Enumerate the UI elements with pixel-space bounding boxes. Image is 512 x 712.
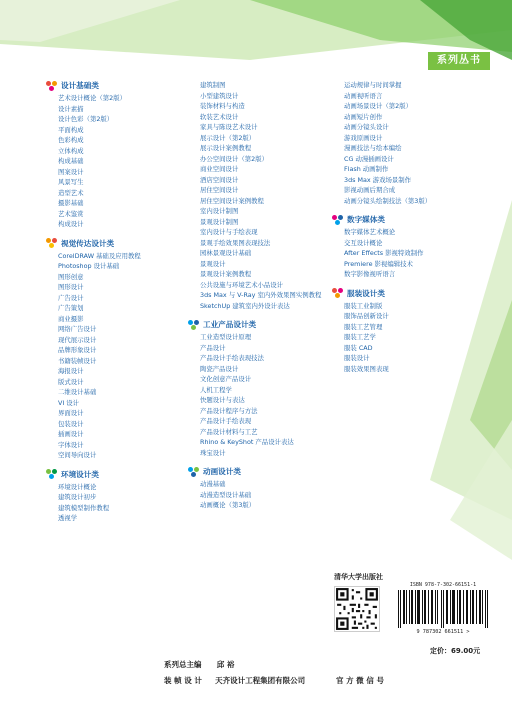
book-title: 立体构成 — [58, 146, 84, 155]
book-title: 建筑设计初步 — [58, 493, 97, 501]
book-title: 展示设计案例教程 — [200, 144, 252, 152]
book-title: 服装工艺管理 — [344, 322, 383, 331]
book-title: 风景写生 — [58, 178, 84, 186]
book-title: 景观设计 — [200, 259, 226, 268]
book-title: 快题设计与表达 — [200, 396, 245, 404]
column-1 — [46, 80, 196, 532]
book-title: SketchUp 建筑室内外设计表达 — [200, 301, 290, 310]
publisher-name: 清华大学出版社 — [334, 573, 383, 581]
book-title: 网络广告设计 — [58, 325, 97, 333]
book-title: 酒店空间设计 — [200, 175, 239, 184]
category-dots-icon — [188, 467, 200, 477]
editor-credit — [164, 659, 234, 670]
barcode-icon — [396, 590, 490, 628]
book-title: 服装效果图表现 — [344, 364, 389, 373]
book-title: 图形创意 — [58, 272, 84, 281]
book-title: 版式设计 — [58, 377, 84, 386]
book-list — [200, 332, 338, 458]
book-title: 服装设计 — [344, 354, 370, 362]
category-environment-design — [46, 469, 196, 524]
book-title: 透视学 — [58, 514, 78, 522]
book-title: Rhino & KeyShot 产品设计表达 — [200, 438, 294, 446]
category-dots-icon — [332, 288, 344, 298]
book-title: 景观设计案例教程 — [200, 270, 252, 278]
book-title: 设计色彩（第2版） — [58, 115, 114, 123]
book-title: 摄影基础 — [58, 199, 84, 207]
book-title: 空间导向设计 — [58, 451, 97, 459]
book-title: 动画概论（第3版） — [200, 501, 256, 509]
book-title: 包装设计 — [58, 419, 84, 428]
weibo-label: 官 方 微 信 号 — [336, 676, 384, 685]
book-title: 平面构成 — [58, 125, 84, 134]
book-title: 小型建筑设计 — [200, 91, 239, 100]
book-title: 动画场景设计（第2版） — [344, 102, 412, 110]
category-dots-icon — [332, 215, 344, 225]
category-visual-communication — [46, 238, 196, 461]
book-title: 动画分镜头绘制技法（第3版） — [344, 196, 432, 205]
column-2 — [188, 80, 338, 519]
book-title: 产品设计 — [200, 343, 226, 352]
book-title: 动画短片创作 — [344, 112, 383, 121]
book-title: 字体设计 — [58, 440, 84, 449]
category-fashion-design — [332, 288, 502, 375]
book-title: 服装工艺学 — [344, 333, 376, 341]
column-3 — [332, 80, 502, 382]
book-title: 服饰品创新设计 — [344, 312, 389, 320]
book-title: 室内设计与手绘表现 — [200, 228, 258, 236]
book-title: 插画设计 — [58, 430, 84, 438]
book-title: 展示设计（第2版） — [200, 133, 256, 142]
category-dots-icon — [46, 81, 58, 91]
book-title: 3ds Max 与 V-Ray 室内外效果图实例教程 — [200, 291, 322, 299]
book-title: 室内设计制图 — [200, 207, 239, 215]
book-title: After Effects 影视特效制作 — [344, 249, 424, 257]
editor-name: 邱 裕 — [216, 660, 235, 669]
book-list — [200, 479, 338, 511]
book-title: 品牌形象设计 — [58, 346, 97, 354]
book-title: CG 动漫插画设计 — [344, 154, 394, 163]
book-title: 图案设计 — [58, 167, 84, 176]
book-title: 二维设计基础 — [58, 388, 97, 396]
book-title: 艺术鉴赏 — [58, 209, 84, 218]
isbn-digits: 9 787302 661511 > — [416, 629, 470, 635]
book-title: 书籍装帧设计 — [58, 356, 97, 365]
book-title: 产品设计手绘表现技法 — [200, 354, 264, 362]
book-title: 漫画技法与绘本编绘 — [344, 144, 402, 152]
category-dots-icon — [46, 238, 58, 248]
book-title: 数字影像视听语言 — [344, 270, 396, 278]
category-industrial-product-design — [188, 319, 338, 458]
book-title: 数字媒体艺术概论 — [344, 228, 396, 236]
category-title: 服装设计类 — [347, 288, 385, 298]
book-title: Premiere 影视编辑技术 — [344, 259, 413, 268]
book-list — [344, 80, 502, 206]
book-title: 服装工业制版 — [344, 301, 383, 310]
book-list — [344, 227, 502, 280]
book-title: 产品设计程序与方法 — [200, 406, 258, 415]
book-title: 造型艺术 — [58, 188, 84, 197]
series-label: 系列丛书 — [428, 52, 490, 70]
isbn-barcode — [390, 582, 496, 640]
book-title: VI 设计 — [58, 398, 80, 407]
book-title: 珠宝设计 — [200, 448, 226, 457]
book-title: 广告策划 — [58, 304, 84, 312]
category-title: 数字媒体类 — [347, 215, 385, 224]
book-title: 影视动画后期合成 — [344, 186, 396, 194]
design-credit — [164, 675, 305, 686]
book-title: 建筑制图 — [200, 81, 226, 89]
isbn-text: ISBN 978-7-302-66151-1 — [409, 582, 477, 588]
book-title: 产品设计材料与工艺 — [200, 427, 258, 436]
book-list — [58, 93, 196, 230]
book-title: 工业造型设计原理 — [200, 333, 252, 341]
book-title: 3ds Max 游戏场景制作 — [344, 175, 412, 184]
book-title: 交互设计概论 — [344, 238, 383, 247]
book-list — [58, 482, 196, 524]
category-title: 环境设计类 — [61, 469, 99, 479]
book-title: 园林景观设计基础 — [200, 249, 252, 257]
book-list — [344, 301, 502, 375]
category-dots-icon — [188, 320, 200, 330]
book-title: 广告设计 — [58, 293, 84, 302]
book-title: 动画分镜头设计 — [344, 123, 389, 131]
book-title: 色彩构成 — [58, 136, 84, 144]
category-digital-media — [332, 214, 502, 280]
category-title: 工业产品设计类 — [203, 320, 257, 329]
book-title: 建筑模型制作教程 — [58, 503, 110, 512]
book-title: 海报设计 — [58, 367, 84, 375]
book-title: 装饰材料与构造 — [200, 102, 245, 110]
category-animation-design — [188, 466, 338, 511]
book-title: Photoshop 设计基础 — [58, 262, 120, 270]
book-list — [200, 80, 338, 311]
book-title: 环境设计概论 — [58, 482, 97, 491]
design-label: 装 帧 设 计 — [164, 676, 202, 685]
book-title: 公共设施与环境艺术小品设计 — [200, 280, 284, 289]
category-environment-continued — [188, 80, 338, 311]
book-title: 构成基础 — [58, 157, 84, 165]
book-title: 图形设计 — [58, 283, 84, 291]
book-title: 动漫造型设计基础 — [200, 490, 252, 499]
book-title: 人机工程学 — [200, 385, 232, 394]
book-title: 界面设计 — [58, 409, 84, 417]
book-title: Flash 动画制作 — [344, 165, 389, 173]
price: 定价：69.00元 — [430, 647, 481, 655]
category-animation-continued — [332, 80, 502, 206]
book-title: 现代展示设计 — [58, 335, 97, 344]
design-company: 天齐设计工程集团有限公司 — [215, 676, 306, 685]
book-title: 家具与陈设艺术设计 — [200, 123, 258, 131]
book-title: 构成设计 — [58, 220, 84, 228]
book-title: 居住空间设计 — [200, 186, 239, 194]
book-title: CorelDRAW 基础及应用教程 — [58, 251, 141, 260]
book-title: 艺术设计概论（第2版） — [58, 94, 126, 102]
book-title: 产品设计手绘表现 — [200, 417, 252, 425]
editor-label: 系列总主编 — [164, 660, 202, 669]
category-dots-icon — [46, 469, 58, 479]
qr-code-icon — [334, 586, 380, 632]
book-list — [58, 251, 196, 461]
book-title: 游戏原画设计 — [344, 133, 383, 142]
book-title: 陶瓷产品设计 — [200, 364, 239, 373]
book-title: 居住空间设计案例教程 — [200, 196, 264, 205]
category-title: 视觉传达设计类 — [61, 238, 115, 248]
category-title: 动画设计类 — [203, 467, 241, 476]
book-title: 设计素描 — [58, 104, 84, 113]
category-design-basics — [46, 80, 196, 230]
book-title: 文化创意产品设计 — [200, 375, 252, 383]
book-title: 办公空间设计（第2版） — [200, 154, 268, 163]
book-title: 商业空间设计 — [200, 165, 239, 173]
book-title: 景观设计制图 — [200, 217, 239, 226]
book-title: 景观手绘效果图表现技法 — [200, 238, 271, 247]
book-title: 动漫基础 — [200, 480, 226, 488]
book-title: 动画视听语言 — [344, 91, 383, 100]
book-title: 软装艺术设计 — [200, 112, 239, 121]
book-title: 商业摄影 — [58, 314, 84, 323]
book-title: 运动规律与时间掌握 — [344, 81, 402, 89]
category-title: 设计基础类 — [61, 81, 99, 90]
book-title: 服装 CAD — [344, 343, 373, 352]
